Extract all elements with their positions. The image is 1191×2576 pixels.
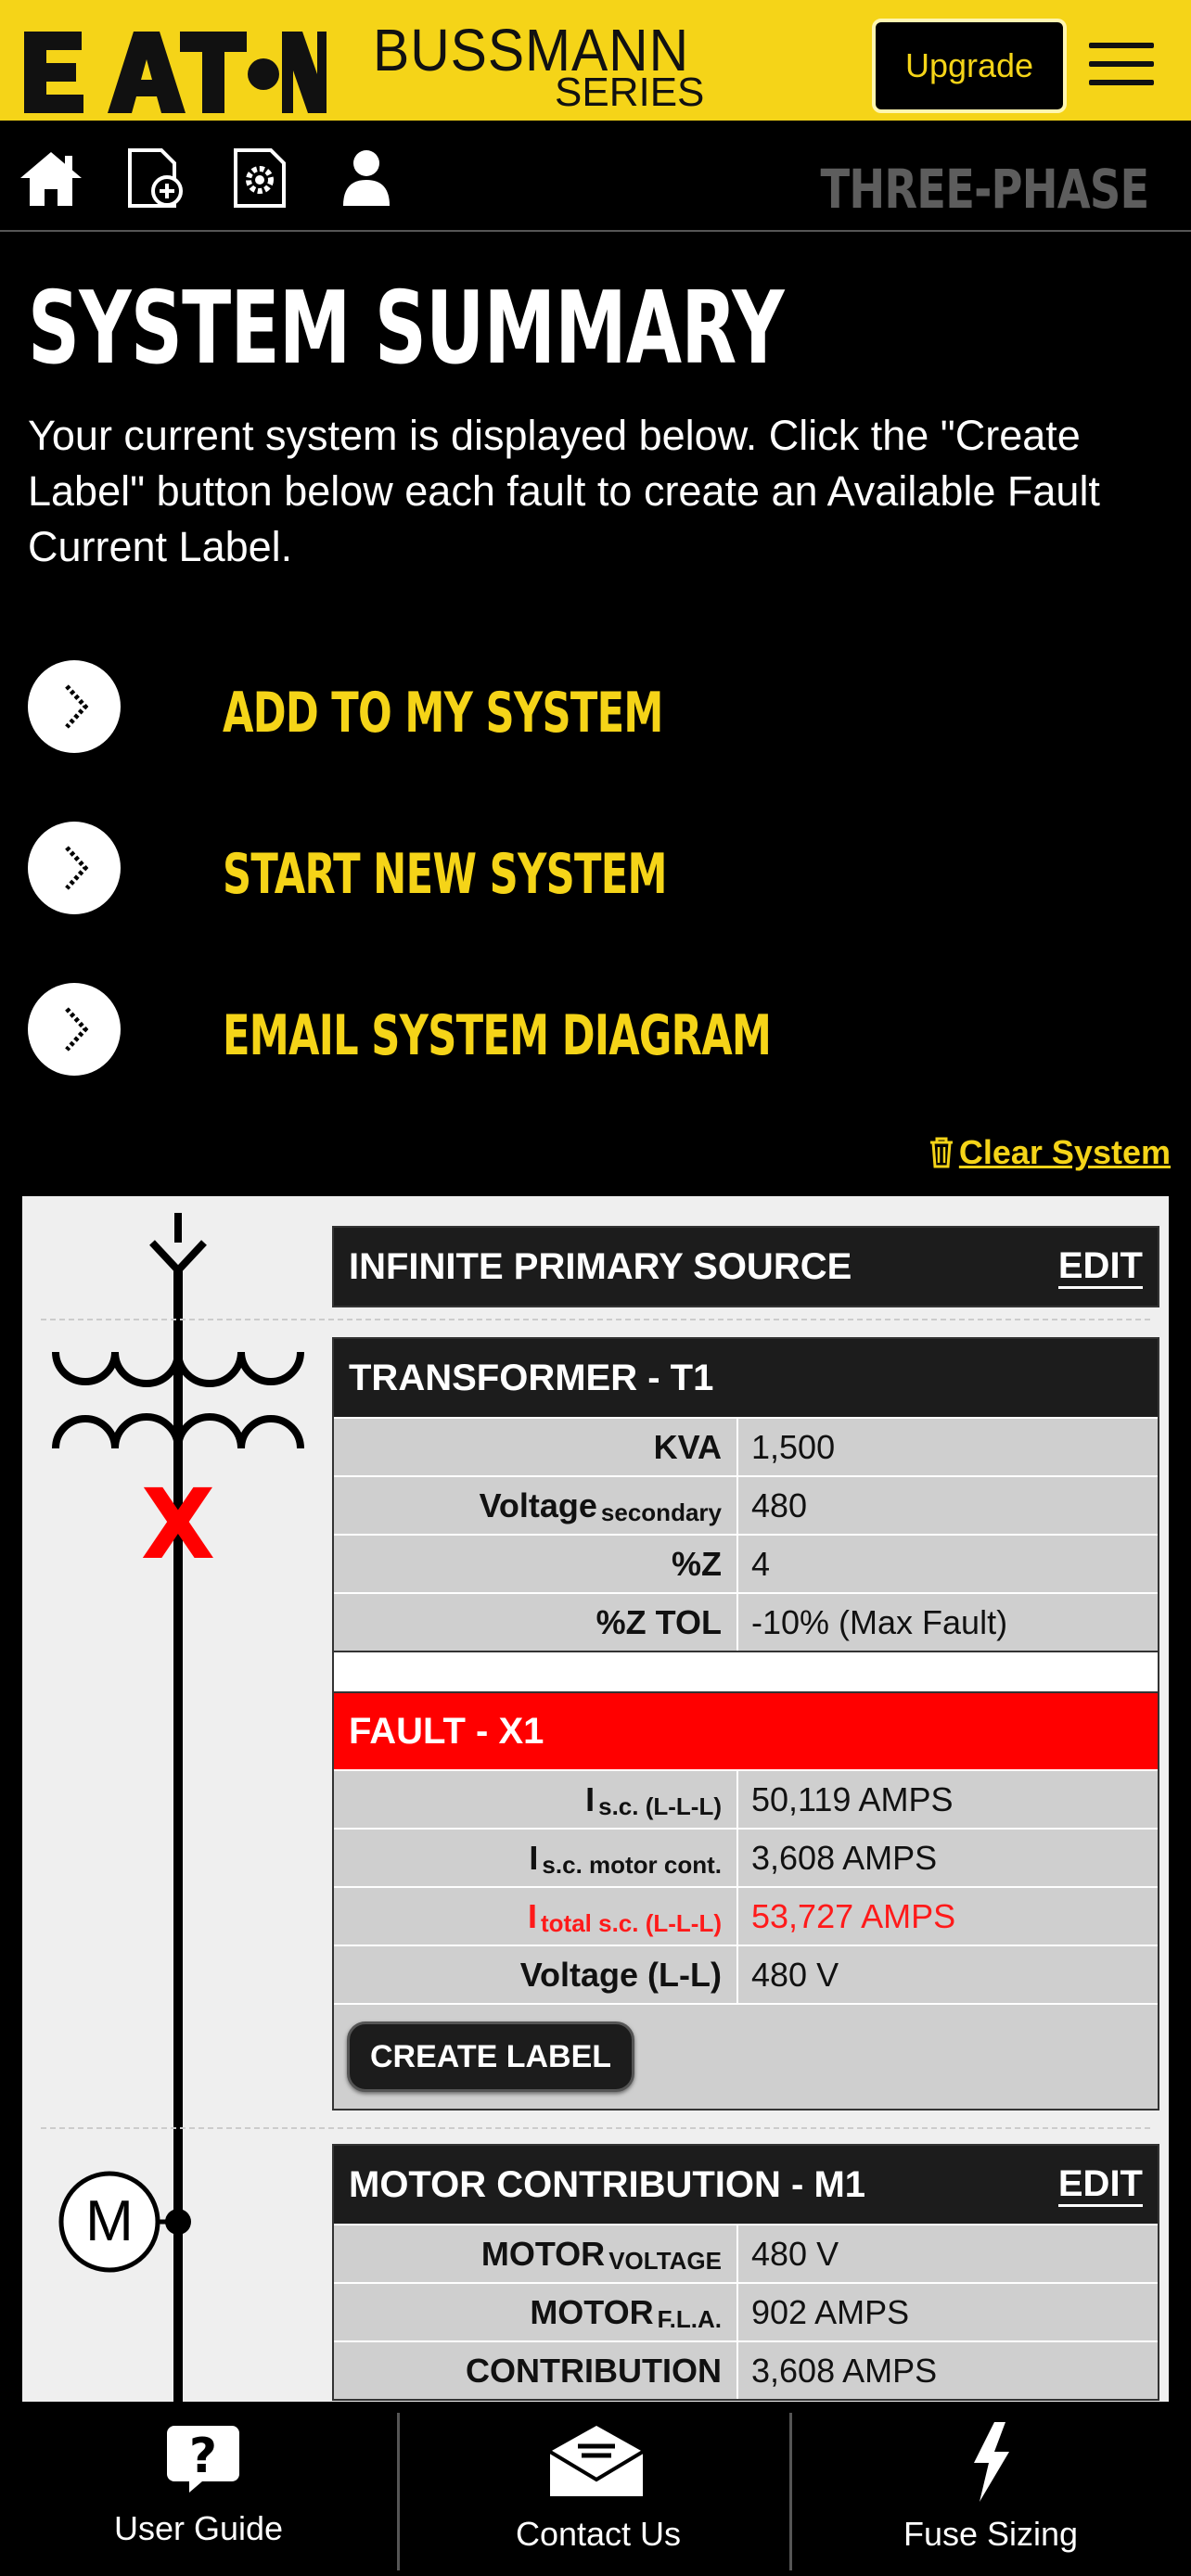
upgrade-button[interactable]: Upgrade: [872, 19, 1067, 113]
motor-symbol-label: M: [85, 2189, 134, 2253]
chevron-right-icon[interactable]: [28, 822, 121, 914]
table-row: CONTRIBUTION 3,608 AMPS: [334, 2340, 1158, 2399]
transformer-card: [332, 1337, 1159, 2111]
table-row: I s.c. (L-L-L) 50,119 AMPS: [334, 1769, 1158, 1828]
source-card: [332, 1226, 1159, 1307]
toolbar: [0, 121, 1191, 232]
source-card-header: [334, 1228, 1158, 1306]
add-to-system-label[interactable]: ADD TO MY SYSTEM: [223, 681, 663, 746]
eaton-logo: [24, 32, 327, 113]
chevron-right-icon[interactable]: [28, 983, 121, 1076]
intro-text: Your current system is displayed below. Click the "Create Label" button below each fault to create an Available Fault Current Label.: [28, 412, 1100, 570]
bottom-nav: [0, 2404, 1191, 2576]
motor-card-header: [334, 2146, 1158, 2224]
start-new-system-label[interactable]: START NEW SYSTEM: [223, 842, 667, 907]
email-system-diagram-action[interactable]: [28, 983, 863, 1076]
envelope-icon: [546, 2424, 647, 2498]
table-row: Voltage secondary 480: [334, 1475, 1158, 1534]
motor-edit-link[interactable]: EDIT: [1058, 2163, 1143, 2207]
lightning-icon: [967, 2422, 1013, 2502]
user-icon[interactable]: [334, 148, 399, 208]
clear-system-link[interactable]: [928, 1133, 1171, 1172]
motor-symbol: [61, 2174, 191, 2270]
new-document-icon[interactable]: [124, 148, 189, 208]
table-row-total: I total s.c. (L-L-L) 53,727 AMPS: [334, 1886, 1158, 1945]
table-row: MOTOR VOLTAGE 480 V: [334, 2224, 1158, 2282]
app-header: [0, 0, 1191, 121]
transformer-title: TRANSFORMER - T1: [349, 1357, 714, 1398]
fuse-sizing-label[interactable]: Fuse Sizing: [903, 2515, 1079, 2553]
chevron-right-icon[interactable]: [28, 660, 121, 753]
email-system-diagram-label[interactable]: EMAIL SYSTEM DIAGRAM: [223, 1003, 772, 1068]
phase-mode-label: THREE-PHASE: [820, 158, 1148, 221]
divider: [41, 1319, 1150, 1320]
svg-text:?: ?: [188, 2429, 218, 2484]
user-guide-nav[interactable]: [0, 2404, 397, 2576]
table-row: MOTOR F.L.A. 902 AMPS: [334, 2282, 1158, 2340]
transformer-card-header: [334, 1339, 1158, 1417]
source-wye-symbol: [152, 1213, 204, 1270]
divider: [41, 2127, 1150, 2129]
fuse-sizing-nav[interactable]: [792, 2404, 1189, 2576]
table-row: I s.c. motor cont. 3,608 AMPS: [334, 1828, 1158, 1886]
clear-system-label[interactable]: Clear System: [958, 1133, 1171, 1171]
contact-us-nav[interactable]: [400, 2404, 797, 2576]
contact-us-label[interactable]: Contact Us: [515, 2515, 682, 2553]
settings-document-icon[interactable]: [230, 148, 295, 208]
user-guide-label[interactable]: User Guide: [113, 2509, 284, 2547]
series-wordmark: SERIES: [555, 70, 705, 115]
fault-x-marker: X: [140, 1468, 216, 1581]
bussmann-wordmark: BUSSMANN: [373, 17, 690, 83]
one-line-diagram: [22, 1196, 328, 2402]
table-row: KVA 1,500: [334, 1417, 1158, 1475]
page-title: SYSTEM SUMMARY: [28, 271, 784, 387]
source-edit-link[interactable]: EDIT: [1058, 1245, 1143, 1289]
trash-icon: [928, 1137, 955, 1168]
create-label-button[interactable]: CREATE LABEL: [347, 2021, 634, 2092]
table-row: %Z TOL -10% (Max Fault): [334, 1592, 1158, 1651]
source-title: INFINITE PRIMARY SOURCE: [349, 1245, 852, 1287]
hamburger-menu-icon[interactable]: [1089, 43, 1154, 85]
motor-card: [332, 2144, 1159, 2401]
system-diagram-panel: [22, 1196, 1169, 2402]
card-spacer: [334, 1651, 1158, 1691]
add-to-system-action[interactable]: [28, 660, 863, 753]
table-row: Voltage (L-L) 480 V: [334, 1945, 1158, 2003]
start-new-system-action[interactable]: [28, 822, 863, 914]
home-icon[interactable]: [19, 148, 83, 208]
create-label-area: [334, 2003, 1158, 2109]
question-icon: [165, 2424, 241, 2494]
fault-title: FAULT - X1: [349, 1710, 544, 1752]
table-row: %Z 4: [334, 1534, 1158, 1592]
motor-title: MOTOR CONTRIBUTION - M1: [349, 2163, 866, 2205]
fault-card-header: [334, 1691, 1158, 1769]
